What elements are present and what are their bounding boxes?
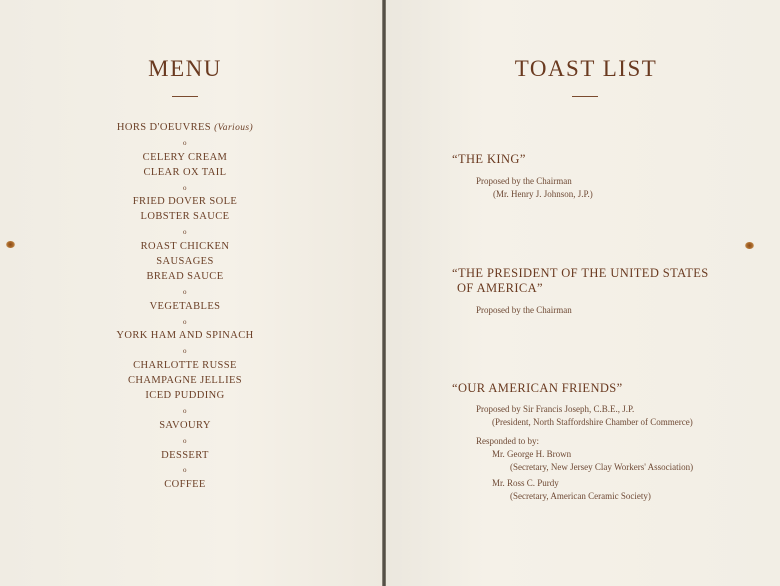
toast-proposer: Proposed by the Chairman — [476, 176, 572, 186]
separator-mark: o — [183, 317, 187, 326]
toast-responded-label: Responded to by: — [476, 436, 539, 446]
menu-item — [60, 151, 310, 166]
menu-item — [60, 300, 310, 315]
toast-proposer-detail: (Mr. Henry J. Johnson, J.P.) — [493, 189, 593, 199]
menu-item — [60, 419, 310, 434]
menu-list — [60, 121, 310, 493]
separator-mark: o — [183, 436, 187, 445]
menu-item-text: ROAST CHICKEN — [140, 241, 230, 253]
separator-mark: o — [183, 183, 187, 192]
menu-separator — [60, 225, 310, 240]
toast-heading-line2: OF AMERICA” — [457, 281, 544, 295]
toast-responder-detail: (Secretary, New Jersey Clay Workers' Association) — [510, 462, 694, 472]
toast-list-title: TOAST LIST — [514, 56, 658, 81]
menu-item-text: DESSERT — [161, 449, 209, 461]
toast-heading: “THE KING” — [452, 152, 526, 166]
menu-item — [60, 195, 310, 210]
menu-separator — [60, 463, 310, 478]
menu-separator — [60, 285, 310, 300]
binding-hole-right — [745, 242, 754, 249]
menu-separator — [60, 136, 310, 151]
toast-american-friends — [452, 381, 772, 503]
separator-mark: o — [183, 228, 187, 237]
menu-item-text: COFFEE — [164, 479, 206, 491]
menu-item-text: LOBSTER SAUCE — [140, 211, 230, 223]
toast-proposer-detail: (President, North Staffordshire Chamber of Commerce) — [492, 417, 693, 427]
menu-item-text: CHARLOTTE RUSSE — [133, 360, 237, 372]
toast-heading-line1: “THE PRESIDENT OF THE UNITED STATES — [452, 266, 709, 280]
toast-title-rule — [572, 96, 598, 97]
menu-item-text: SAUSAGES — [156, 256, 214, 268]
toast-proposer: Proposed by the Chairman — [476, 305, 572, 315]
menu-title-rule — [172, 96, 198, 97]
menu-item-text: YORK HAM AND SPINACH — [116, 330, 254, 342]
menu-separator — [60, 344, 310, 359]
separator-mark: o — [183, 287, 187, 296]
menu-item — [60, 166, 310, 181]
menu-separator — [60, 434, 310, 449]
menu-item — [60, 359, 310, 374]
menu-item — [60, 240, 310, 255]
menu-item — [60, 121, 310, 136]
spine-fold — [382, 0, 386, 586]
menu-item — [60, 255, 310, 270]
menu-item-note: (Various) — [214, 123, 254, 133]
menu-separator — [60, 181, 310, 196]
menu-item — [60, 478, 310, 493]
binding-hole-left — [6, 241, 15, 248]
toast-proposer: Proposed by Sir Francis Joseph, C.B.E., J.P. — [476, 404, 635, 414]
separator-mark: o — [183, 138, 187, 147]
menu-item-text: CELERY CREAM — [142, 151, 228, 163]
menu-item-text: FRIED DOVER SOLE — [132, 196, 238, 208]
menu-item-text: HORS D'OEUVRES — [116, 122, 212, 133]
menu-item-text: VEGETABLES — [149, 300, 221, 312]
menu-item-text: ICED PUDDING — [145, 390, 225, 402]
menu-item — [60, 329, 310, 344]
separator-mark: o — [183, 406, 187, 415]
menu-item — [60, 210, 310, 225]
menu-item — [60, 449, 310, 464]
menu-item-text: BREAD SAUCE — [146, 270, 224, 282]
toast-heading: “OUR AMERICAN FRIENDS” — [452, 381, 623, 395]
toast-president — [452, 266, 772, 317]
toast-responder: Mr. George H. Brown — [492, 449, 572, 459]
toast-responder-detail: (Secretary, American Ceramic Society) — [510, 491, 651, 501]
menu-item-text: SAVOURY — [159, 419, 211, 431]
menu-item — [60, 374, 310, 389]
separator-mark: o — [183, 347, 187, 356]
menu-title: MENU — [148, 56, 222, 81]
separator-mark: o — [183, 466, 187, 475]
menu-separator — [60, 404, 310, 419]
menu-separator — [60, 315, 310, 330]
menu-item — [60, 389, 310, 404]
menu-item-text: CHAMPAGNE JELLIES — [127, 375, 243, 387]
toast-king — [452, 152, 772, 201]
toast-responder: Mr. Ross C. Purdy — [492, 478, 559, 488]
menu-item — [60, 270, 310, 285]
menu-item-text: CLEAR OX TAIL — [143, 166, 227, 178]
